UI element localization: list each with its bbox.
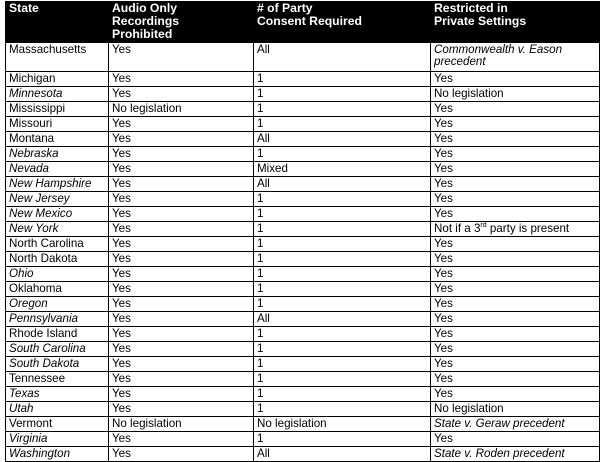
consent-cell: No legislation: [254, 417, 431, 432]
restricted-cell: No legislation: [431, 87, 600, 102]
state-cell: Nevada: [6, 162, 109, 177]
restricted-cell: Yes: [431, 177, 600, 192]
restricted-cell: Yes: [431, 72, 600, 87]
state-cell: South Dakota: [6, 357, 109, 372]
restricted-cell: Yes: [431, 252, 600, 267]
audio-only-cell: Yes: [109, 147, 254, 162]
state-cell: North Carolina: [6, 237, 109, 252]
table-row: [6, 297, 600, 312]
header-line: Private Settings: [434, 14, 527, 28]
consent-cell: 1: [254, 402, 431, 417]
table-row: [6, 312, 600, 327]
header-line: State: [9, 1, 39, 15]
consent-cell: All: [254, 132, 431, 147]
consent-cell: 1: [254, 432, 431, 447]
state-cell: New Hampshire: [6, 177, 109, 192]
table-row: [6, 267, 600, 282]
header-line: Restricted in: [434, 1, 508, 15]
header-state: [6, 2, 109, 43]
restricted-cell: No legislation: [431, 402, 600, 417]
state-cell: Rhode Island: [6, 327, 109, 342]
audio-only-cell: Yes: [109, 297, 254, 312]
recording-laws-table: [5, 1, 600, 462]
state-cell: Mississippi: [6, 102, 109, 117]
table-row: [6, 132, 600, 147]
table-row: [6, 72, 600, 87]
audio-only-cell: Yes: [109, 312, 254, 327]
header-line: Consent Required: [257, 14, 362, 28]
state-cell: Vermont: [6, 417, 109, 432]
state-cell: Utah: [6, 402, 109, 417]
audio-only-cell: Yes: [109, 357, 254, 372]
restricted-cell: Yes: [431, 387, 600, 402]
state-cell: New Jersey: [6, 192, 109, 207]
state-cell: Ohio: [6, 267, 109, 282]
table-row: [6, 162, 600, 177]
restricted-cell: Yes: [431, 372, 600, 387]
restricted-cell: Yes: [431, 147, 600, 162]
state-cell: South Carolina: [6, 342, 109, 357]
consent-cell: 1: [254, 87, 431, 102]
header-restricted: [431, 2, 600, 43]
restricted-cell: Yes: [431, 432, 600, 447]
consent-cell: 1: [254, 387, 431, 402]
table-row: [6, 192, 600, 207]
restricted-cell: State v. Geraw precedent: [431, 417, 600, 432]
table-row: [6, 387, 600, 402]
consent-cell: 1: [254, 357, 431, 372]
table-row: [6, 357, 600, 372]
restricted-cell: Yes: [431, 237, 600, 252]
table-row: [6, 117, 600, 132]
audio-only-cell: Yes: [109, 387, 254, 402]
consent-cell: 1: [254, 342, 431, 357]
table-row: [6, 402, 600, 417]
restricted-cell: Yes: [431, 327, 600, 342]
restricted-cell: Yes: [431, 357, 600, 372]
audio-only-cell: Yes: [109, 87, 254, 102]
table-row: [6, 222, 600, 237]
consent-cell: Mixed: [254, 162, 431, 177]
table-row: [6, 372, 600, 387]
state-cell: Tennessee: [6, 372, 109, 387]
state-cell: Washington: [6, 447, 109, 462]
table-row: [6, 417, 600, 432]
audio-only-cell: Yes: [109, 162, 254, 177]
restricted-cell: Yes: [431, 207, 600, 222]
state-cell: Minnesota: [6, 87, 109, 102]
audio-only-cell: Yes: [109, 237, 254, 252]
restricted-cell: Yes: [431, 342, 600, 357]
audio-only-cell: Yes: [109, 327, 254, 342]
state-cell: Oklahoma: [6, 282, 109, 297]
consent-cell: 1: [254, 117, 431, 132]
audio-only-cell: Yes: [109, 267, 254, 282]
consent-cell: 1: [254, 372, 431, 387]
restricted-cell: Not if a 3rd party is present: [431, 222, 600, 237]
restricted-cell: Yes: [431, 282, 600, 297]
header-line: Prohibited: [112, 27, 173, 41]
audio-only-cell: Yes: [109, 342, 254, 357]
consent-cell: 1: [254, 72, 431, 87]
audio-only-cell: Yes: [109, 282, 254, 297]
table-row: [6, 102, 600, 117]
audio-only-cell: Yes: [109, 222, 254, 237]
consent-cell: 1: [254, 192, 431, 207]
state-cell: Montana: [6, 132, 109, 147]
state-cell: Virginia: [6, 432, 109, 447]
header-line: Audio Only: [112, 1, 177, 15]
consent-cell: 1: [254, 252, 431, 267]
consent-cell: 1: [254, 282, 431, 297]
consent-cell: 1: [254, 147, 431, 162]
consent-cell: All: [254, 447, 431, 462]
restricted-cell: Yes: [431, 312, 600, 327]
state-cell: Texas: [6, 387, 109, 402]
restricted-cell: Yes: [431, 162, 600, 177]
audio-only-cell: Yes: [109, 192, 254, 207]
state-cell: North Dakota: [6, 252, 109, 267]
table-row: [6, 237, 600, 252]
consent-cell: 1: [254, 297, 431, 312]
audio-only-cell: Yes: [109, 447, 254, 462]
restricted-cell: Yes: [431, 117, 600, 132]
audio-only-cell: Yes: [109, 432, 254, 447]
state-cell: Pennsylvania: [6, 312, 109, 327]
restricted-cell: Yes: [431, 267, 600, 282]
state-cell: New Mexico: [6, 207, 109, 222]
consent-cell: 1: [254, 222, 431, 237]
table-row: [6, 342, 600, 357]
audio-only-cell: Yes: [109, 207, 254, 222]
header-line: # of Party: [257, 1, 313, 15]
restricted-cell: Yes: [431, 132, 600, 147]
table-row: [6, 327, 600, 342]
state-cell: New York: [6, 222, 109, 237]
state-cell: Nebraska: [6, 147, 109, 162]
table-row: [6, 147, 600, 162]
table-row: [6, 252, 600, 267]
audio-only-cell: Yes: [109, 43, 254, 72]
consent-cell: 1: [254, 327, 431, 342]
table-row: [6, 177, 600, 192]
header-audio-only: [109, 2, 254, 43]
audio-only-cell: No legislation: [109, 102, 254, 117]
restricted-cell: State v. Roden precedent: [431, 447, 600, 462]
audio-only-cell: Yes: [109, 72, 254, 87]
audio-only-cell: Yes: [109, 177, 254, 192]
state-cell: Michigan: [6, 72, 109, 87]
restricted-cell: Yes: [431, 192, 600, 207]
consent-cell: 1: [254, 237, 431, 252]
audio-only-cell: Yes: [109, 372, 254, 387]
audio-only-cell: Yes: [109, 252, 254, 267]
state-cell: Missouri: [6, 117, 109, 132]
consent-cell: All: [254, 43, 431, 72]
table-body: [6, 43, 600, 462]
audio-only-cell: Yes: [109, 402, 254, 417]
state-cell: Massachusetts: [6, 43, 109, 72]
audio-only-cell: Yes: [109, 132, 254, 147]
restricted-cell: Commonwealth v. Eason precedent: [431, 43, 600, 72]
consent-cell: 1: [254, 102, 431, 117]
audio-only-cell: Yes: [109, 117, 254, 132]
table-row: [6, 282, 600, 297]
consent-cell: All: [254, 177, 431, 192]
header-line: Recordings: [112, 14, 180, 28]
table-row: [6, 43, 600, 72]
table-row: [6, 432, 600, 447]
table-row: [6, 87, 600, 102]
consent-cell: 1: [254, 267, 431, 282]
state-cell: Oregon: [6, 297, 109, 312]
consent-cell: 1: [254, 207, 431, 222]
header-party-consent: [254, 2, 431, 43]
table-header-row: [6, 2, 600, 43]
restricted-cell: Yes: [431, 297, 600, 312]
table-row: [6, 207, 600, 222]
audio-only-cell: No legislation: [109, 417, 254, 432]
consent-cell: All: [254, 312, 431, 327]
restricted-cell: Yes: [431, 102, 600, 117]
